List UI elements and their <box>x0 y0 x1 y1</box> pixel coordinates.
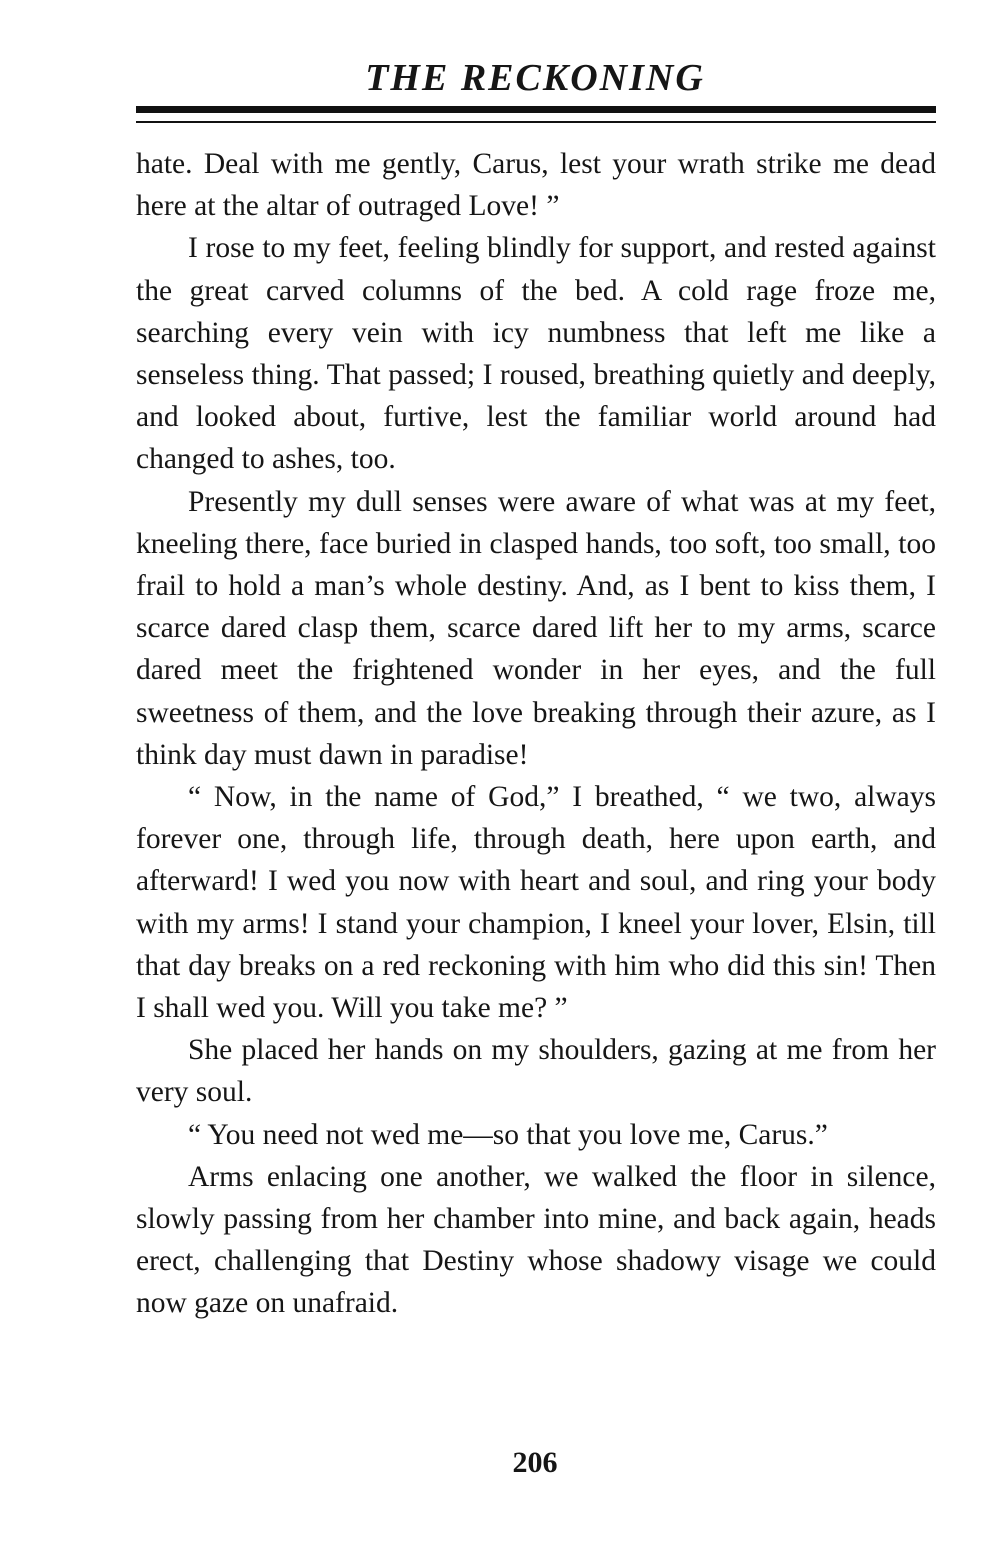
header-rule-thick <box>136 106 936 113</box>
header-rule-thin <box>136 121 936 123</box>
paragraph-continuation: hate. Deal with me gently, Carus, lest your wrath strike me dead here at the altar of outraged Love! ” <box>136 148 936 223</box>
paragraph: “ Now, in the name of God,” I breathed, “ we two, always forever one, through life, through death, here upon earth, and afterward! I wed you now with heart and soul, and ring your body with my arms! I stand your champion, I kneel your lover, Elsin, till that day breaks on a red reckoning with him who did this sin! Then I shall wed you. Will you take me? ” <box>136 781 936 1025</box>
paragraph: Arms enlacing one another, we walked the floor in silence, slowly passing from her chamber into mine, and back again, heads erect, challenging that Destiny whose shadowy visage we could now gaze on unafraid. <box>136 1160 936 1320</box>
body-text <box>136 143 936 1325</box>
paragraph: Presently my dull senses were aware of what was at my feet, kneeling there, face buried in clasped hands, too soft, too small, too frail to hold a man’s whole destiny. And, as I bent to kiss them, I scarce dared clasp them, scarce dared lift her to my arms, scarce dared meet the frightened wonder in her eyes, and the full sweetness of them, and the love breaking through their azure, as I think day must dawn in paradise! <box>136 485 936 771</box>
paragraph: She placed her hands on my shoulders, gazing at me from her very soul. <box>136 1034 936 1109</box>
paragraph: I rose to my feet, feeling blindly for support, and rested against the great carved columns of the bed. A cold rage froze me, searching every vein with icy numbness that left me like a senseless thing. That passed; I roused, breathing quietly and deeply, and looked about, furtive, lest the familiar world around had changed to ashes, too. <box>136 232 936 476</box>
paragraph: “ You need not wed me—so that you love me, Carus.” <box>188 1118 828 1151</box>
running-title: THE RECKONING <box>365 57 705 99</box>
page-number: 206 <box>512 1446 558 1479</box>
